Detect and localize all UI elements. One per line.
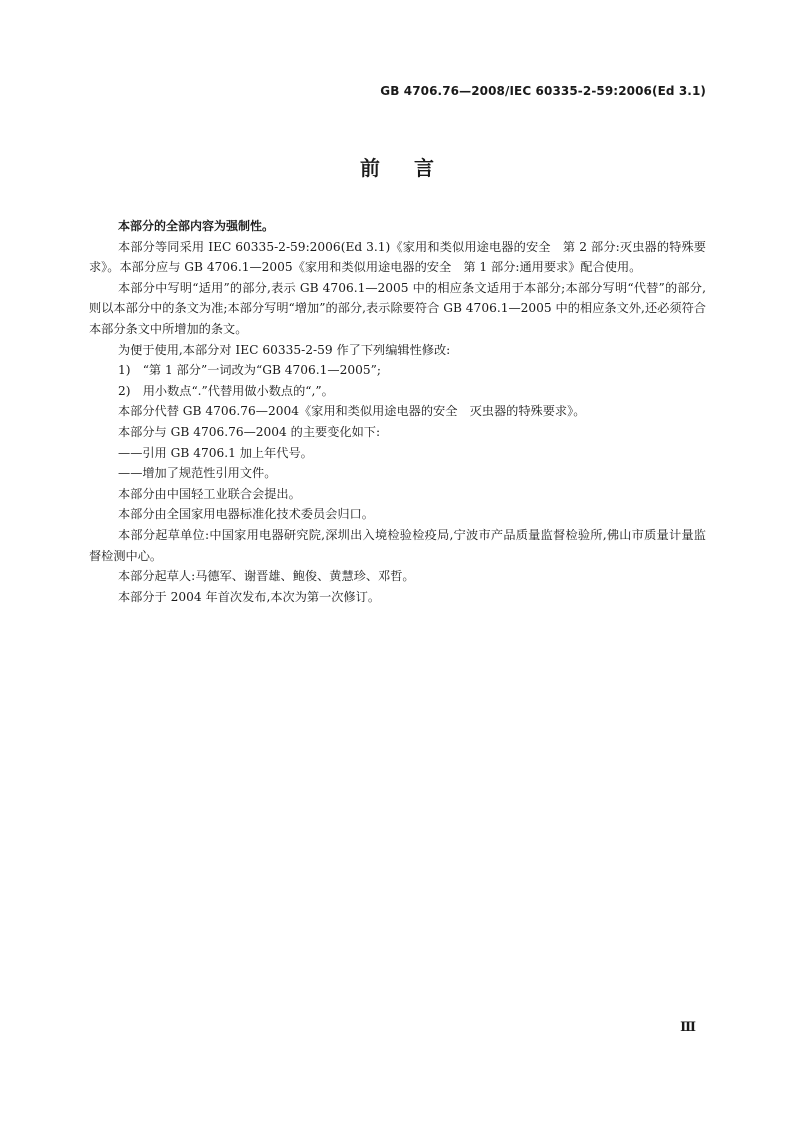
replacement-paragraph: 本部分代替 GB 4706.76—2004《家用和类似用途电器的安全 灭虫器的特殊要求》。: [118, 404, 586, 419]
proposer-paragraph: 本部分由中国轻工业联合会提出。: [118, 486, 301, 501]
editorial-changes-intro: 为便于使用,本部分对 IEC 60335-2-59 作了下列编辑性修改:: [118, 342, 451, 357]
page-title: 前言: [360, 156, 468, 180]
publication-history-paragraph: 本部分于 2004 年首次发布,本次为第一次修订。: [118, 589, 381, 604]
foreword-body: [89, 216, 706, 607]
standard-code-header: GB 4706.76—2008/IEC 60335-2-59:2006(Ed 3.1): [380, 84, 706, 98]
editorial-change-item-1: 1) “第 1 部分”一词改为“GB 4706.1—2005”;: [118, 363, 381, 378]
mandatory-statement: 本部分的全部内容为强制性。: [118, 219, 275, 233]
adoption-paragraph: 本部分等同采用 IEC 60335-2-59:2006(Ed 3.1)《家用和类似用途电器的安全 第 2 部分:灭虫器的特殊要求》。本部分应与 GB 4706.1—2005《家用和类似用途电器的安全 第 1 部分:通用要求》配合使用。: [89, 239, 706, 275]
editorial-change-item-2: 2) 用小数点“.”代替用做小数点的“,”。: [118, 383, 334, 398]
drafters-paragraph: 本部分起草人:马德军、谢晋雄、鲍俊、黄慧珍、邓哲。: [118, 569, 415, 584]
drafting-units-paragraph: 本部分起草单位:中国家用电器研究院,深圳出入境检验检疫局,宁波市产品质量监督检验所,佛山市质量计量监督检测中心。: [89, 527, 706, 563]
main-change-item-2: ——增加了规范性引用文件。: [118, 466, 277, 481]
page-number: Ⅲ: [680, 1020, 696, 1035]
main-change-item-1: ——引用 GB 4706.1 加上年代号。: [118, 445, 313, 460]
administrator-paragraph: 本部分由全国家用电器标准化技术委员会归口。: [118, 507, 374, 522]
applicability-paragraph: 本部分中写明“适用”的部分,表示 GB 4706.1—2005 中的相应条文适用于本部分;本部分写明“代替”的部分,则以本部分中的条文为准;本部分写明“增加”的部分,表示除要符合 GB 4706.1—2005 中的相应条文外,还必须符合本部分条文中所增加的条文。: [89, 280, 706, 336]
main-changes-intro: 本部分与 GB 4706.76—2004 的主要变化如下:: [118, 424, 381, 439]
